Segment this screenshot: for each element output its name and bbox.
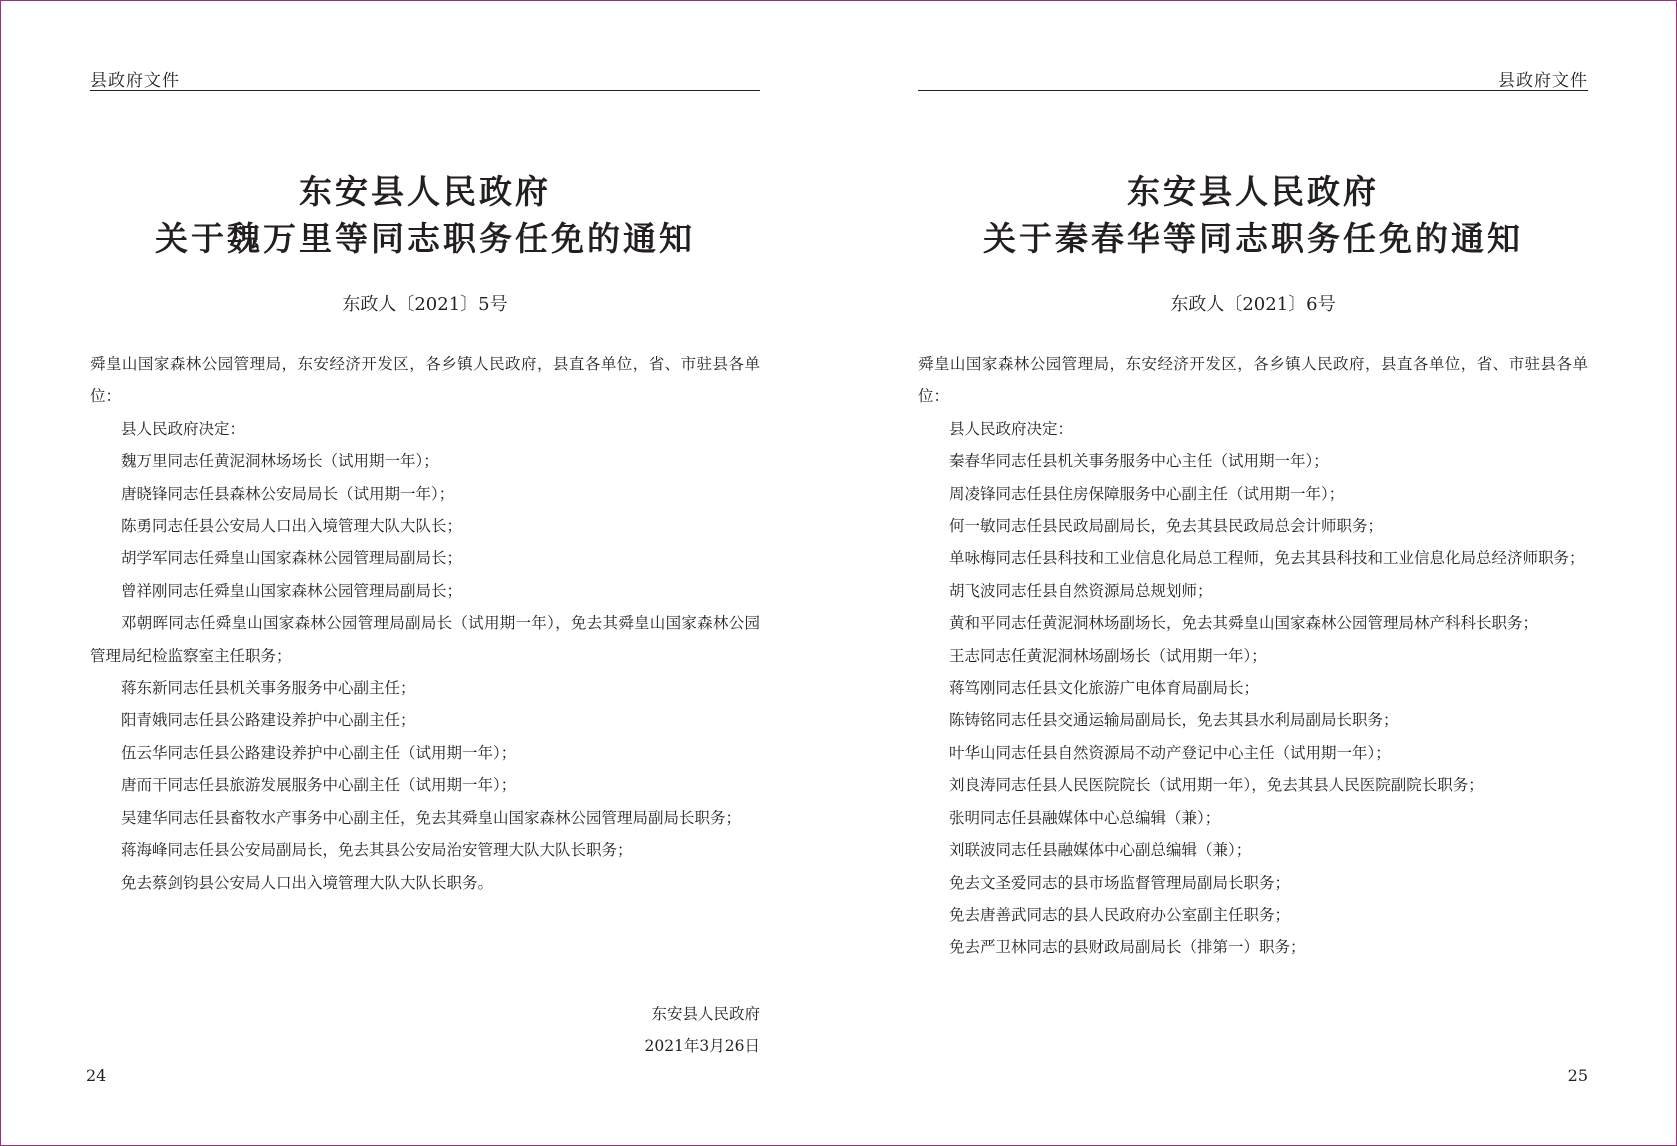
appointment-item: 单咏梅同志任县科技和工业信息化局总工程师，免去其县科技和工业信息化局总经济师职务； <box>949 549 1585 568</box>
title-line-2: 关于魏万里等同志职务任免的通知 <box>155 219 695 258</box>
decision-intro: 县人民政府决定： <box>121 419 246 438</box>
appointment-item: 免去严卫林同志的县财政局副局长（排第一）职务； <box>949 938 1306 957</box>
appointment-item: 阳青娥同志任县公路建设养护中心副主任； <box>121 711 416 730</box>
appointment-item: 邓朝晖同志任舜皇山国家森林公园管理局副局长（试用期一年），免去其舜皇山国家森林公园管理局纪检监察室主任职务； <box>90 614 760 665</box>
addressee: 舜皇山国家森林公园管理局，东安经济开发区，各乡镇人民政府，县直各单位，省、市驻县各单位： <box>90 355 760 406</box>
appointment-item: 吴建华同志任县畜牧水产事务中心副主任，免去其舜皇山国家森林公园管理局副局长职务； <box>121 808 742 827</box>
left-page <box>86 0 760 1146</box>
title-line-1: 东安县人民政府 <box>299 172 551 211</box>
notice-body <box>90 348 760 899</box>
appointment-item: 张明同志任县融媒体中心总编辑（兼）； <box>949 808 1221 827</box>
header-rule <box>918 90 1588 91</box>
header-rule <box>90 90 760 91</box>
decision-intro: 县人民政府决定： <box>949 419 1074 438</box>
appointment-item: 黄和平同志任黄泥洞林场副场长，免去其舜皇山国家森林公园管理局林产科科长职务； <box>949 614 1539 633</box>
signature-date: 2021年3月26日 <box>644 1037 760 1055</box>
appointment-item: 王志同志任黄泥洞林场副场长（试用期一年）； <box>949 646 1267 665</box>
appointment-item: 免去唐善武同志的县人民政府办公室副主任职务； <box>949 905 1291 924</box>
appointment-item: 秦春华同志任县机关事务服务中心主任（试用期一年）； <box>949 452 1329 471</box>
document-number: 东政人〔2021〕6号 <box>1170 294 1336 315</box>
appointment-item: 胡学军同志任舜皇山国家森林公园管理局副局长； <box>121 549 463 568</box>
appointment-item: 蒋东新同志任县机关事务服务中心副主任； <box>121 679 416 698</box>
appointment-item: 周凌锋同志任县住房保障服务中心副主任（试用期一年）； <box>949 484 1345 503</box>
signature-organization: 东安县人民政府 <box>651 1005 760 1023</box>
appointment-item: 伍云华同志任县公路建设养护中心副主任（试用期一年）； <box>121 743 517 762</box>
appointment-item: 蒋笃刚同志任县文化旅游广电体育局副局长； <box>949 679 1260 698</box>
appointment-item: 唐而干同志任县旅游发展服务中心副主任（试用期一年）； <box>121 776 517 795</box>
appointment-item: 免去蔡剑钧县公安局人口出入境管理大队大队长职务。 <box>121 873 494 892</box>
appointment-item: 陈铸铭同志任县交通运输局副局长，免去其县水利局副局长职务； <box>949 711 1399 730</box>
appointment-item: 何一敏同志任县民政局副局长，免去其县民政局总会计师职务； <box>949 517 1384 536</box>
appointment-item: 唐晓锋同志任县森林公安局局长（试用期一年）； <box>121 484 455 503</box>
appointment-item: 陈勇同志任县公安局人口出入境管理大队大队长； <box>121 517 463 536</box>
running-head: 县政府文件 <box>90 71 180 91</box>
appointment-item: 刘联波同志任县融媒体中心副总编辑（兼）； <box>949 841 1252 860</box>
notice-body <box>918 348 1588 964</box>
running-head: 县政府文件 <box>1498 71 1588 91</box>
page-number: 24 <box>86 1066 107 1085</box>
appointment-item: 刘良涛同志任县人民医院院长（试用期一年），免去其县人民医院副院长职务； <box>949 776 1484 795</box>
appointment-item: 胡飞波同志任县自然资源局总规划师； <box>949 581 1213 600</box>
appointment-item: 曾祥刚同志任舜皇山国家森林公园管理局副局长； <box>121 581 463 600</box>
appointment-item: 蒋海峰同志任县公安局副局长，免去其县公安局治安管理大队大队长职务； <box>121 841 633 860</box>
appointment-item: 魏万里同志任黄泥洞林场场长（试用期一年）； <box>121 452 439 471</box>
notice-title <box>90 168 760 262</box>
addressee: 舜皇山国家森林公园管理局，东安经济开发区，各乡镇人民政府，县直各单位，省、市驻县各单位： <box>918 355 1588 406</box>
signature-block <box>90 998 760 1062</box>
title-line-1: 东安县人民政府 <box>1127 172 1379 211</box>
document-number: 东政人〔2021〕5号 <box>342 294 508 315</box>
page-number: 25 <box>1567 1066 1588 1085</box>
appointment-item: 免去文圣爱同志的县市场监督管理局副局长职务； <box>949 873 1291 892</box>
right-page <box>918 0 1588 1146</box>
notice-title <box>918 168 1588 262</box>
appointment-item: 叶华山同志任县自然资源局不动产登记中心主任（试用期一年）； <box>949 743 1391 762</box>
title-line-2: 关于秦春华等同志职务任免的通知 <box>983 219 1523 258</box>
